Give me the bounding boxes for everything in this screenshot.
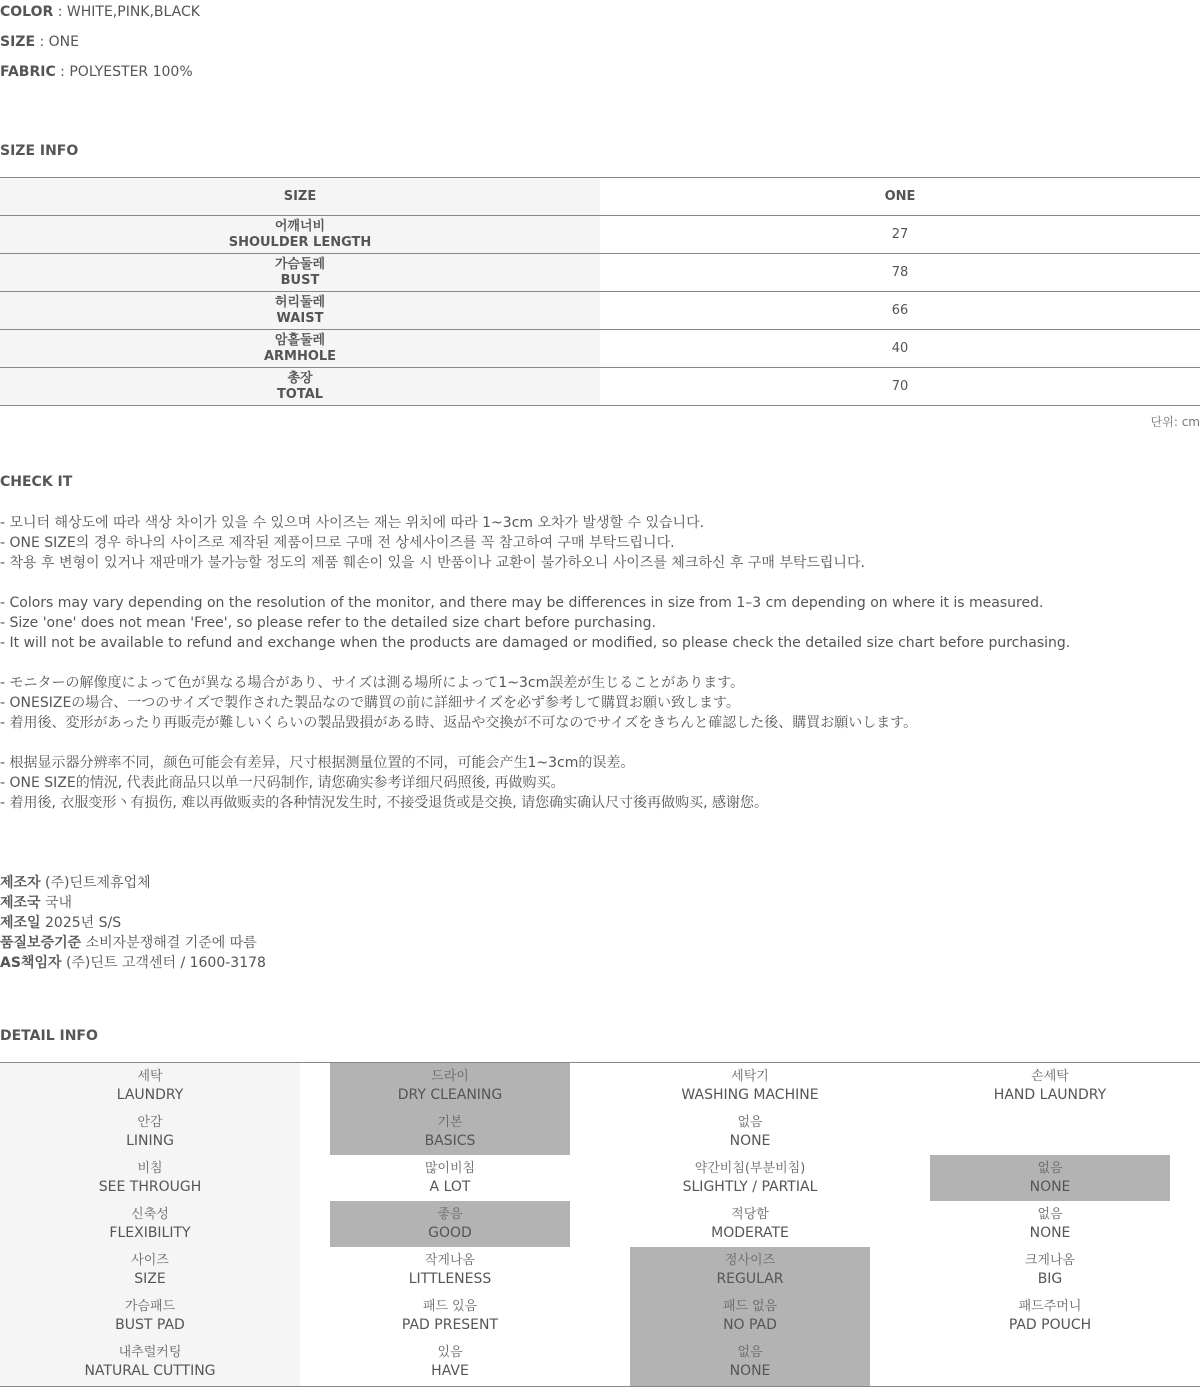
detail-option: 있음 HAVE <box>431 1345 469 1379</box>
size-table-header <box>0 178 1200 216</box>
note-line: - モニターの解像度によって色が異なる場合があり、サイズは測る場所によって1~3cm誤差が生じることがあります。 <box>0 675 745 691</box>
table-row <box>0 254 1200 292</box>
maker-line: AS책임자 (주)딘트 고객센터 / 1600-3178 <box>0 955 266 971</box>
detail-label: 가슴패드 BUST PAD <box>115 1299 185 1333</box>
spec-color: COLOR : WHITE,PINK,BLACK <box>0 4 200 20</box>
detail-option: 패드 있음 PAD PRESENT <box>401 1299 499 1333</box>
note-line: - 착용 후 변형이 있거나 재판매가 불가능할 정도의 제품 훼손이 있을 시 반품이나 교환이 불가하오니 사이즈를 체크하신 후 구매 부탁드립니다. <box>0 555 865 571</box>
detail-label: 신축성 FLEXIBILITY <box>109 1207 191 1241</box>
note-line: - Colors may vary depending on the resolution of the monitor, and there may be differences in size from 1–3 cm depending on where it is measured. <box>0 595 1044 611</box>
notes-japanese <box>0 673 1070 733</box>
detail-label: 안감 LINING <box>126 1115 174 1149</box>
note-line: - Size 'one' does not mean 'Free', so please refer to the detailed size chart before purchasing. <box>0 615 656 631</box>
note-line: - ONE SIZE의 경우 하나의 사이즈로 제작된 제품이므로 구매 전 상세사이즈를 꼭 참고하여 구매 부탁드립니다. <box>0 535 675 551</box>
check-it-title: CHECK IT <box>0 474 73 490</box>
size-row-label: 어깨너비 SHOULDER LENGTH <box>0 216 600 253</box>
detail-option: 없음 NONE <box>729 1115 771 1149</box>
size-row-value: 66 <box>891 303 909 318</box>
notes-korean <box>0 513 1070 573</box>
detail-option: 세탁기 WASHING MACHINE <box>681 1069 819 1103</box>
maker-line: 제조자 (주)딘트제휴업체 <box>0 875 151 891</box>
size-row-value: 40 <box>891 341 909 356</box>
detail-option: 약간비침(부분비침) SLIGHTLY / PARTIAL <box>682 1161 818 1195</box>
spec-size: SIZE : ONE <box>0 34 79 50</box>
table-row <box>0 368 1200 406</box>
detail-option: 없음 NONE <box>1029 1207 1071 1241</box>
size-info-title: SIZE INFO <box>0 143 79 159</box>
size-row-label: 암홀둘레 ARMHOLE <box>0 330 600 367</box>
detail-option: 패드주머니 PAD POUCH <box>1008 1299 1092 1333</box>
check-it-notes <box>0 513 1070 833</box>
notes-chinese <box>0 753 1070 813</box>
size-row-label: 허리둘레 WAIST <box>0 292 600 329</box>
size-row-value: 27 <box>891 227 909 242</box>
maker-line: 품질보증기준 소비자분쟁해결 기준에 따름 <box>0 935 257 951</box>
maker-line: 제조국 국내 <box>0 895 73 911</box>
detail-option: 좋음 GOOD <box>428 1207 472 1241</box>
notes-english <box>0 593 1070 653</box>
detail-option: 없음 NONE <box>1029 1161 1071 1195</box>
detail-label: 비침 SEE THROUGH <box>98 1161 202 1195</box>
detail-option: 정사이즈 REGULAR <box>716 1253 784 1287</box>
size-table <box>0 177 1200 406</box>
detail-option: 드라이 DRY CLEANING <box>397 1069 503 1103</box>
detail-option: 적당함 MODERATE <box>711 1207 789 1241</box>
maker-line: 제조일 2025년 S/S <box>0 915 122 931</box>
note-line: - 着用後, 衣服变形丶有损伤, 难以再做贩卖的各种情況发生时, 不接受退货或是交换, 请您确实确认尺寸後再做购买, 感谢您。 <box>0 795 769 811</box>
detail-option: 손세탁 HAND LAUNDRY <box>993 1069 1107 1103</box>
note-line: - ONE SIZE的情況, 代表此商品只以单一尺码制作, 请您确实参考详细尺码照後, 再做购买。 <box>0 775 565 791</box>
note-line: - ONESIZEの場合、一つのサイズで製作された製品なので購買の前に詳細サイズを必ず参考して購買お願い致します。 <box>0 695 740 711</box>
spec-fabric: FABRIC : POLYESTER 100% <box>0 64 193 80</box>
detail-option: 없음 NONE <box>729 1345 771 1379</box>
size-unit: 단위: cm <box>1150 415 1200 429</box>
size-row-value: 70 <box>891 379 909 394</box>
detail-label: 세탁 LAUNDRY <box>116 1069 184 1103</box>
note-line: - It will not be available to refund and exchange when the products are damaged or modified, so please check the detailed size chart before purchasing. <box>0 635 1071 651</box>
detail-info-title: DETAIL INFO <box>0 1028 98 1044</box>
detail-option: 패드 없음 NO PAD <box>722 1299 778 1333</box>
note-line: - 着用後、変形があったり再販売が難しいくらいの製品毀損がある時、返品や交換が不可なのでサイズをきちんと確認した後、購買お願いします。 <box>0 715 918 731</box>
size-row-label: 총장 TOTAL <box>0 368 600 405</box>
table-row <box>0 216 1200 254</box>
detail-option <box>930 1109 1170 1155</box>
note-line: - 根据显示器分辨率不同，颜色可能会有差异，尺寸根据测量位置的不同，可能会产生1~3cm的误差。 <box>0 755 635 771</box>
detail-table <box>0 1062 1200 1387</box>
note-line: - 모니터 해상도에 따라 색상 차이가 있을 수 있으며 사이즈는 재는 위치에 따라 1~3cm 오차가 발생할 수 있습니다. <box>0 515 705 531</box>
detail-option: 크게나옴 BIG <box>1024 1253 1076 1287</box>
size-header-label: SIZE <box>0 178 600 215</box>
detail-option: 작게나옴 LITTLENESS <box>408 1253 492 1287</box>
size-row-label: 가슴둘레 BUST <box>0 254 600 291</box>
detail-label: 사이즈 SIZE <box>131 1253 169 1287</box>
size-header-value: ONE <box>884 189 916 204</box>
detail-label: 내추럴커팅 NATURAL CUTTING <box>84 1345 216 1379</box>
table-row <box>0 330 1200 368</box>
size-row-value: 78 <box>891 265 909 280</box>
detail-option: 기본 BASICS <box>424 1115 476 1149</box>
detail-option: 많이비침 A LOT <box>424 1161 476 1195</box>
maker-info <box>0 873 266 973</box>
table-row <box>0 292 1200 330</box>
